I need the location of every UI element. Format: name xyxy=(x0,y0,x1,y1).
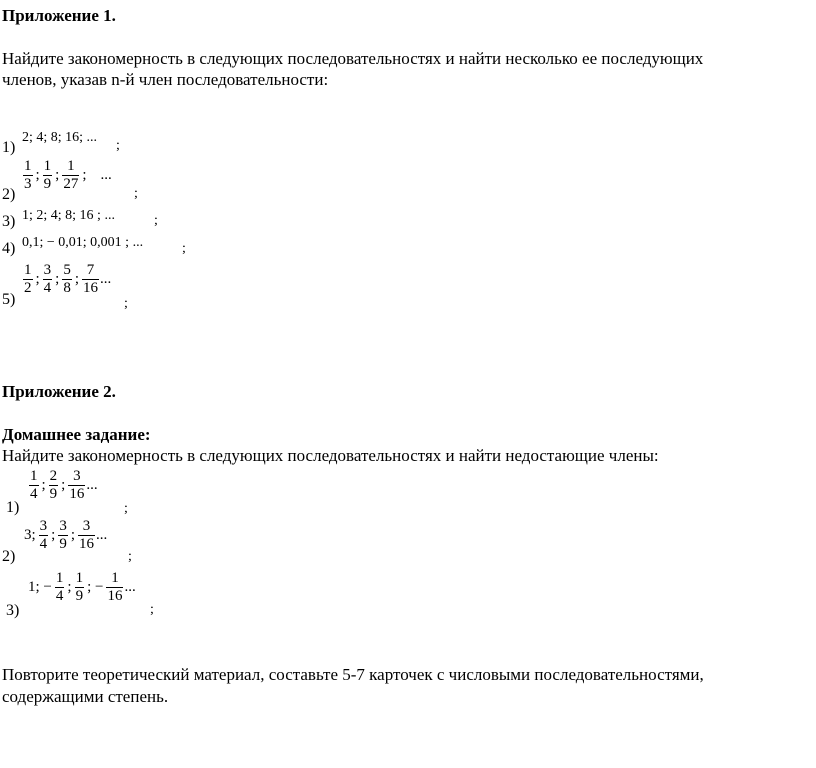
item-number: 1) xyxy=(2,139,16,156)
fraction: $\frac{1}{4}$ xyxy=(55,570,64,604)
fraction: $\frac{3}{16}$ xyxy=(69,468,85,502)
fraction: $\frac{5}{8}$ xyxy=(63,262,71,296)
sequence-fractions: $\frac{1}{4}$ ; $\frac{2}{9}$ ; $\frac{3}{16}$ ... xyxy=(30,468,98,502)
item-number: 2) xyxy=(2,186,16,203)
item-number: 5) xyxy=(2,291,16,308)
sequence-expression: 2; 4; 8; 16; ... xyxy=(22,130,98,145)
sequence-tail: ; xyxy=(134,186,138,201)
appendix2-title: Приложение 2. xyxy=(2,382,116,401)
ellipsis: ... xyxy=(96,527,108,543)
ellipsis: ... xyxy=(86,477,98,493)
fraction: $\frac{1}{27}$ xyxy=(63,158,79,192)
footer-line1: Повторите теоретический материал, составьте 5-7 карточек с числовыми последовательностями, xyxy=(2,665,704,684)
sequence-tail: ; xyxy=(124,296,128,311)
fraction: $\frac{3}{4}$ xyxy=(43,262,52,296)
appendix2-instruction: Найдите закономерность в следующих последовательностях и найти недостающие члены: xyxy=(2,446,659,465)
sequence-lead: 1; − xyxy=(28,579,52,595)
item-number: 3) xyxy=(6,602,20,619)
fraction: $\frac{1}{9}$ xyxy=(75,570,84,604)
fraction: $\frac{1}{2}$ xyxy=(24,262,32,296)
sequence-tail: ; xyxy=(124,501,128,516)
item-number: 3) xyxy=(2,213,16,230)
sequence-sign: ; xyxy=(67,579,72,595)
fraction: $\frac{1}{3}$ xyxy=(24,158,32,192)
sequence-sign: ; − xyxy=(87,579,104,595)
appendix1-instruction-line2: членов, указав n-й член последовательности: xyxy=(2,70,329,89)
sequence-fractions: $\frac{1}{3}$ ; $\frac{1}{9}$ ; $\frac{1}{27}$ ; ... xyxy=(24,158,112,192)
sequence-tail: ; xyxy=(150,602,154,617)
footer-line2: содержащими степень. xyxy=(2,687,169,706)
item-number: 2) xyxy=(2,548,16,565)
sequence-expression: 0,1; − 0,01; 0,001 ; ... xyxy=(22,235,144,250)
sequence-tail: ; xyxy=(182,241,186,256)
sequence-expression: 1; 2; 4; 8; 16 ; ... xyxy=(22,208,115,223)
appendix1-title: Приложение 1. xyxy=(2,6,116,25)
ellipsis: ... xyxy=(100,271,112,287)
fraction: $\frac{3}{16}$ xyxy=(79,518,95,552)
sequence-lead: 3; xyxy=(24,527,36,543)
sequence-fractions xyxy=(26,570,138,605)
appendix1-instruction-line1: Найдите закономерность в следующих последовательностях и найти несколько ее последующих xyxy=(2,49,704,68)
fraction: $\frac{1}{4}$ xyxy=(30,468,38,502)
fraction: $\frac{2}{9}$ xyxy=(49,468,58,502)
sequence-fractions: $\frac{1}{2}$ ; $\frac{3}{4}$ ; $\frac{5}{8}$ ; $\frac{7}{16}$ ... xyxy=(24,262,112,296)
fraction: $\frac{1}{9}$ xyxy=(43,158,52,192)
fraction: $\frac{3}{9}$ xyxy=(59,518,67,552)
sequence-tail: ; xyxy=(154,213,158,228)
sequence-tail: ; xyxy=(116,138,120,153)
fraction: $\frac{1}{16}$ xyxy=(107,570,123,604)
item-number: 1) xyxy=(6,499,20,516)
item-number: 4) xyxy=(2,240,16,257)
fraction: $\frac{3}{4}$ xyxy=(39,518,48,552)
homework-title: Домашнее задание: xyxy=(2,425,151,444)
ellipsis: ... xyxy=(124,579,136,595)
fraction: $\frac{7}{16}$ xyxy=(83,262,99,296)
ellipsis: ... xyxy=(100,167,112,183)
sequence-fractions: 3; $\frac{3}{4}$ ; $\frac{3}{9}$ ; $\frac{3}{16}$ ... xyxy=(24,518,108,552)
sequence-tail: ; xyxy=(128,549,132,564)
